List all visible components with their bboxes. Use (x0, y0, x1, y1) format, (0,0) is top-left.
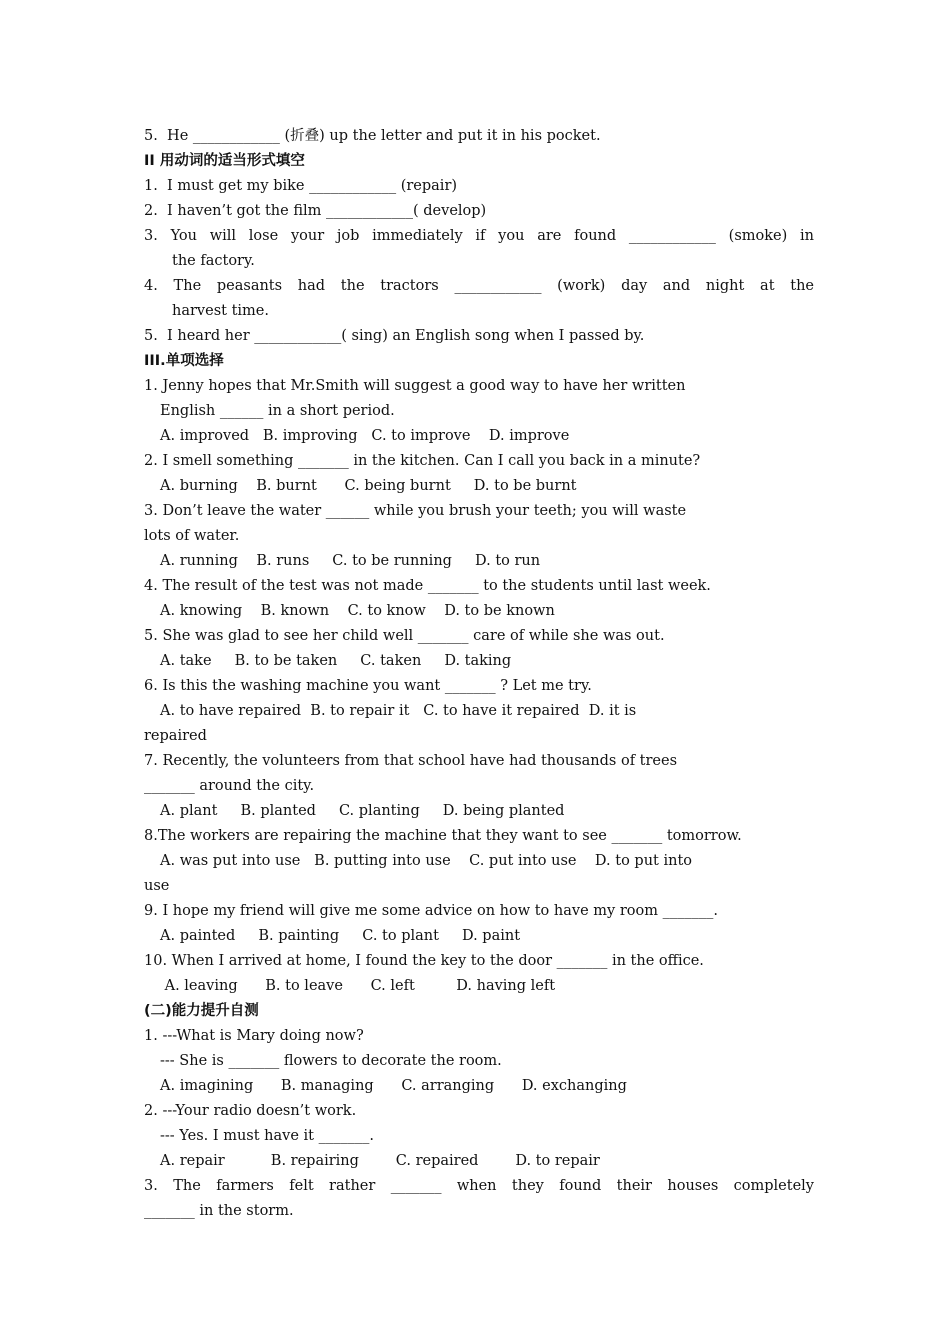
section-heading: III.单项选择 (144, 353, 224, 369)
text-line: A. to have repaired B. to repair it C. to have it repaired D. it is (160, 703, 637, 719)
document-page (144, 124, 814, 1224)
text-line: 10. When I arrived at home, I found the key to the door _______ in the office. (144, 953, 704, 969)
text-line: 3. Don’t leave the water ______ while you brush your teeth; you will waste (144, 503, 687, 519)
text-line: A. knowing B. known C. to know D. to be known (160, 603, 555, 619)
text-line: 5. I heard her ____________( sing) an English song when I passed by. (144, 328, 645, 344)
text-line: 9. I hope my friend will give me some advice on how to have my room _______. (144, 903, 718, 919)
text-line: 6. Is this the washing machine you want _______ ? Let me try. (144, 678, 592, 694)
text-line: --- She is _______ flowers to decorate the room. (160, 1053, 502, 1069)
text-line: 8.The workers are repairing the machine that they want to see _______ tomorrow. (144, 828, 742, 844)
section-heading: (二)能力提升自测 (144, 1003, 259, 1019)
text-line: lots of water. (144, 528, 240, 544)
text-line: 2. I haven’t got the film ____________( develop) (144, 203, 487, 219)
text-line: A. take B. to be taken C. taken D. taking (160, 653, 512, 669)
text-line: harvest time. (172, 303, 269, 319)
text-line: 2. I smell something _______ in the kitchen. Can I call you back in a minute? (144, 453, 701, 469)
text-line: 4. The peasants had the tractors ____________ (work) day and night at the (144, 278, 814, 294)
text-line: A. painted B. painting C. to plant D. paint (160, 928, 521, 944)
text-line: use (144, 878, 170, 894)
text-line: 3. The farmers felt rather _______ when they found their houses completely (144, 1178, 814, 1194)
text-line: _______ around the city. (144, 778, 315, 794)
text-line: A. was put into use B. putting into use C. put into use D. to put into (160, 853, 693, 869)
text-line: 5. She was glad to see her child well _______ care of while she was out. (144, 628, 665, 644)
text-line: 1. Jenny hopes that Mr.Smith will suggest a good way to have her written (144, 378, 686, 394)
text-line: A. improved B. improving C. to improve D. improve (160, 428, 570, 444)
text-line: 4. The result of the test was not made _______ to the students until last week. (144, 578, 711, 594)
text-line: A. leaving B. to leave C. left D. having left (160, 978, 556, 994)
text-line: A. burning B. burnt C. being burnt D. to be burnt (160, 478, 577, 494)
text-line: 5. He ____________ (折叠) up the letter and put it in his pocket. (144, 128, 601, 144)
text-line: 1. I must get my bike ____________ (repair) (144, 178, 458, 194)
text-line: --- Yes. I must have it _______. (160, 1128, 374, 1144)
text-line: A. imagining B. managing C. arranging D. exchanging (160, 1078, 627, 1094)
text-line: 1. ---What is Mary doing now? (144, 1028, 364, 1044)
section-heading: II 用动词的适当形式填空 (144, 153, 305, 169)
text-line: _______ in the storm. (144, 1203, 294, 1219)
text-line: 3. You will lose your job immediately if you are found ____________ (smoke) in (144, 228, 814, 244)
text-line: A. running B. runs C. to be running D. to run (160, 553, 541, 569)
text-line: A. repair B. repairing C. repaired D. to repair (160, 1153, 600, 1169)
text-line: repaired (144, 728, 207, 744)
text-line: English ______ in a short period. (160, 403, 395, 419)
text-line: 7. Recently, the volunteers from that school have had thousands of trees (144, 753, 678, 769)
text-line: A. plant B. planted C. planting D. being planted (160, 803, 565, 819)
text-line: 2. ---Your radio doesn’t work. (144, 1103, 357, 1119)
text-line: the factory. (172, 253, 255, 269)
